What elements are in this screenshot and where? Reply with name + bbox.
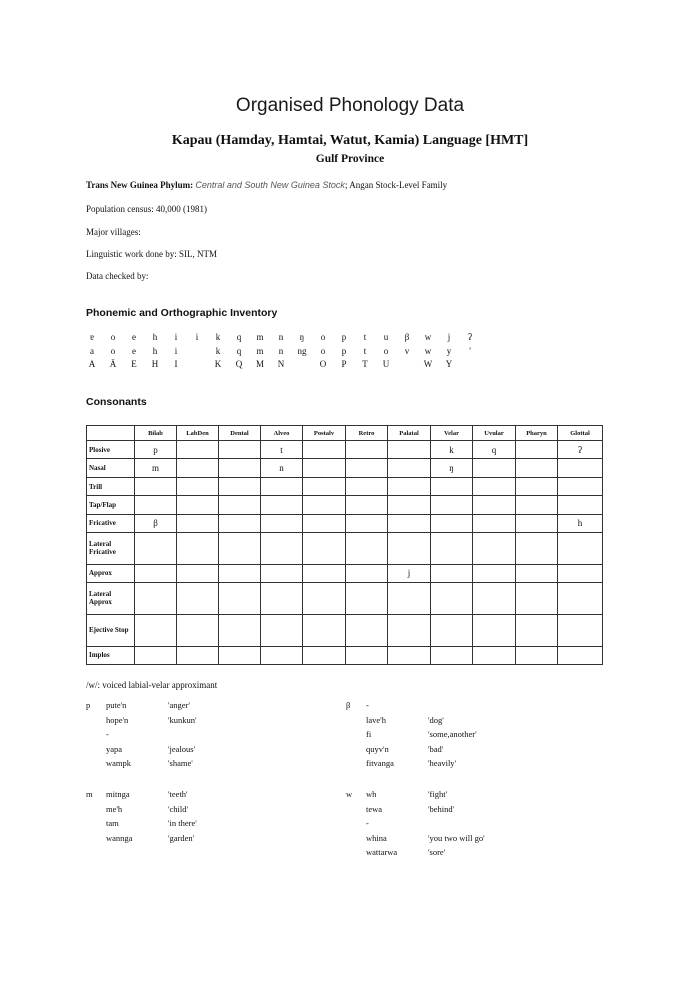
phoneme-cell bbox=[388, 533, 431, 565]
phoneme-cell: t bbox=[261, 441, 303, 459]
column-header: Glottal bbox=[558, 426, 603, 441]
phoneme-cell bbox=[177, 614, 219, 646]
inventory-symbol: o bbox=[320, 332, 326, 342]
example-word: pute'n bbox=[106, 700, 127, 710]
phoneme-cell bbox=[388, 459, 431, 477]
example-gloss: 'heavily' bbox=[428, 758, 457, 768]
phoneme-cell bbox=[473, 496, 516, 514]
inventory-symbol: ɐ bbox=[90, 332, 94, 342]
phoneme-cell bbox=[346, 564, 388, 582]
phoneme-cell bbox=[219, 583, 261, 615]
inventory-symbol: ' bbox=[469, 346, 471, 356]
inventory-symbol: v bbox=[404, 346, 410, 356]
phoneme-cell bbox=[388, 496, 431, 514]
column-header: Pharyn bbox=[516, 426, 558, 441]
inventory-heading: Phonemic and Orthographic Inventory bbox=[86, 307, 278, 319]
example-gloss: 'in there' bbox=[168, 818, 197, 828]
province-heading: Gulf Province bbox=[315, 153, 385, 165]
example-word: quyv'n bbox=[366, 743, 389, 754]
phoneme-cell bbox=[346, 496, 388, 514]
consonant-table bbox=[86, 425, 603, 665]
phoneme-cell bbox=[261, 514, 303, 532]
consonants-heading: Consonants bbox=[86, 396, 147, 408]
phoneme-cell bbox=[431, 514, 473, 532]
phoneme-cell bbox=[516, 477, 558, 495]
phoneme-cell bbox=[135, 564, 177, 582]
phoneme-cell bbox=[346, 459, 388, 477]
example-gloss: 'kunkun' bbox=[168, 714, 197, 725]
phoneme-cell: m bbox=[135, 459, 177, 477]
phoneme-cell bbox=[473, 477, 516, 495]
example-block-p bbox=[86, 700, 336, 780]
inventory-symbol: β bbox=[404, 332, 410, 342]
example-gloss: 'child' bbox=[168, 803, 189, 814]
phoneme-cell bbox=[177, 564, 219, 582]
phoneme-cell bbox=[177, 441, 219, 459]
example-gloss: 'garden' bbox=[168, 832, 195, 843]
table-row bbox=[87, 477, 603, 495]
example-word: hope'n bbox=[106, 714, 129, 725]
phoneme-cell bbox=[473, 614, 516, 646]
table-corner bbox=[87, 426, 135, 441]
row-label: Plosive bbox=[87, 441, 135, 459]
inventory-symbol: A bbox=[88, 359, 96, 369]
phoneme-cell bbox=[388, 646, 431, 664]
inventory-symbol: Ä bbox=[109, 359, 117, 369]
phoneme-cell bbox=[431, 583, 473, 615]
phoneme-cell bbox=[516, 614, 558, 646]
inventory-symbol: ŋ bbox=[299, 332, 305, 342]
example-row bbox=[366, 833, 576, 847]
example-word: mitnga bbox=[106, 789, 130, 799]
phoneme-cell bbox=[516, 441, 558, 459]
example-word: fitvanga bbox=[366, 758, 394, 768]
phoneme-cell bbox=[431, 477, 473, 495]
example-word: me'h bbox=[106, 803, 123, 814]
example-phoneme: β bbox=[346, 700, 351, 710]
phoneme-cell bbox=[346, 441, 388, 459]
row-label: Lateral Fricative bbox=[87, 533, 135, 565]
phoneme-cell bbox=[516, 564, 558, 582]
phoneme-cell bbox=[303, 583, 346, 615]
example-block-m bbox=[86, 789, 336, 859]
example-gloss: 'some,another' bbox=[428, 729, 477, 739]
column-header: Dental bbox=[219, 426, 261, 441]
phoneme-cell bbox=[346, 646, 388, 664]
phoneme-cell bbox=[516, 514, 558, 532]
example-row bbox=[106, 818, 316, 832]
example-gloss: 'you two will go' bbox=[428, 832, 485, 843]
column-header: Uvular bbox=[473, 426, 516, 441]
example-row bbox=[366, 729, 576, 743]
example-row bbox=[106, 729, 316, 743]
inventory-symbol: I bbox=[174, 359, 178, 369]
phoneme-cell bbox=[219, 441, 261, 459]
phoneme-cell bbox=[219, 514, 261, 532]
phoneme-cell bbox=[303, 441, 346, 459]
phoneme-cell bbox=[135, 646, 177, 664]
inventory-symbol: i bbox=[174, 346, 178, 356]
population-line: Population census: 40,000 (1981) bbox=[86, 204, 207, 214]
row-label: Tap/Flap bbox=[87, 496, 135, 514]
inventory-symbol: u bbox=[383, 332, 389, 342]
phoneme-cell bbox=[431, 496, 473, 514]
phoneme-cell bbox=[473, 646, 516, 664]
inventory-symbol: h bbox=[152, 332, 158, 342]
phoneme-cell: h bbox=[558, 514, 603, 532]
phoneme-cell bbox=[303, 564, 346, 582]
language-heading: Kapau (Hamday, Hamtai, Watut, Kamia) Language [HMT] bbox=[171, 133, 529, 148]
inventory-symbol: j bbox=[447, 332, 451, 342]
phoneme-cell: β bbox=[135, 514, 177, 532]
phoneme-cell bbox=[346, 533, 388, 565]
phoneme-cell bbox=[219, 646, 261, 664]
phoneme-cell bbox=[177, 514, 219, 532]
inventory-symbol: t bbox=[363, 346, 367, 356]
phoneme-cell bbox=[261, 533, 303, 565]
inventory-symbol: m bbox=[256, 346, 264, 356]
inventory-symbol: w bbox=[424, 346, 432, 356]
phoneme-cell bbox=[261, 614, 303, 646]
inventory-symbol: w bbox=[424, 332, 432, 342]
inventory-symbol: m bbox=[256, 332, 264, 342]
inventory-symbol: i bbox=[195, 332, 199, 342]
example-gloss: 'dog' bbox=[428, 714, 444, 725]
inventory-symbol: q bbox=[236, 332, 242, 342]
inventory-symbol: p bbox=[341, 346, 347, 356]
table-row bbox=[87, 496, 603, 514]
inventory-symbol: k bbox=[215, 346, 221, 356]
phoneme-cell bbox=[177, 533, 219, 565]
example-row bbox=[366, 700, 576, 714]
example-gloss: 'bad' bbox=[428, 743, 444, 754]
example-row bbox=[106, 789, 316, 803]
example-word: wh bbox=[366, 789, 377, 799]
example-word: - bbox=[106, 729, 109, 739]
example-word: tewa bbox=[366, 803, 383, 814]
example-word: wattarwa bbox=[366, 847, 398, 857]
phoneme-cell bbox=[516, 646, 558, 664]
inventory-symbol: ng bbox=[297, 346, 307, 356]
consonant-note: /w/: voiced labial-velar approximant bbox=[86, 680, 218, 690]
phoneme-cell bbox=[388, 477, 431, 495]
phoneme-cell bbox=[303, 533, 346, 565]
villages-line: Major villages: bbox=[86, 227, 141, 237]
phoneme-cell bbox=[558, 583, 603, 615]
phoneme-cell bbox=[431, 533, 473, 565]
page-title: Organised Phonology Data bbox=[235, 95, 465, 116]
example-row bbox=[366, 715, 576, 729]
inventory-symbol: q bbox=[236, 346, 242, 356]
example-row bbox=[106, 744, 316, 758]
table-row bbox=[87, 533, 603, 565]
phoneme-cell bbox=[473, 583, 516, 615]
phoneme-cell: n bbox=[261, 459, 303, 477]
column-header: Palatal bbox=[388, 426, 431, 441]
phoneme-cell bbox=[431, 564, 473, 582]
inventory-symbol: ʔ bbox=[468, 332, 472, 342]
example-word: - bbox=[366, 700, 369, 710]
phoneme-cell bbox=[219, 564, 261, 582]
phoneme-cell bbox=[516, 583, 558, 615]
phoneme-cell bbox=[261, 477, 303, 495]
example-gloss: 'behind' bbox=[428, 803, 455, 814]
phoneme-cell bbox=[388, 514, 431, 532]
phylum-label: Trans New Guinea Phylum bbox=[86, 180, 191, 190]
example-phoneme: w bbox=[346, 789, 353, 799]
phoneme-cell bbox=[303, 646, 346, 664]
example-row bbox=[366, 818, 576, 832]
family-value: Angan Stock-Level Family bbox=[349, 180, 448, 190]
phoneme-cell bbox=[177, 646, 219, 664]
example-row bbox=[366, 758, 576, 772]
linguistic-work-line: Linguistic work done by: SIL, NTM bbox=[86, 249, 217, 259]
phoneme-cell bbox=[303, 514, 346, 532]
phoneme-cell bbox=[261, 646, 303, 664]
phoneme-cell: p bbox=[135, 441, 177, 459]
phoneme-cell bbox=[261, 496, 303, 514]
phoneme-cell bbox=[473, 564, 516, 582]
example-phoneme: p bbox=[86, 700, 91, 710]
example-gloss: 'anger' bbox=[168, 700, 190, 710]
phoneme-cell bbox=[135, 496, 177, 514]
example-word: - bbox=[366, 818, 369, 828]
inventory-symbol: P bbox=[341, 359, 347, 369]
phoneme-cell bbox=[558, 496, 603, 514]
table-row bbox=[87, 514, 603, 532]
inventory-symbol: n bbox=[278, 346, 284, 356]
phoneme-cell bbox=[219, 477, 261, 495]
inventory-symbol: H bbox=[151, 359, 159, 369]
table-row bbox=[87, 583, 603, 615]
phoneme-cell bbox=[516, 533, 558, 565]
phoneme-cell bbox=[219, 533, 261, 565]
phoneme-cell bbox=[135, 533, 177, 565]
example-gloss: 'shame' bbox=[168, 758, 193, 768]
example-row bbox=[366, 744, 576, 758]
phoneme-cell bbox=[261, 564, 303, 582]
phoneme-cell bbox=[135, 477, 177, 495]
inventory-symbol: t bbox=[363, 332, 367, 342]
inventory-symbol: M bbox=[255, 359, 264, 369]
table-row bbox=[87, 441, 603, 459]
inventory-symbol: e bbox=[132, 346, 136, 356]
table-row bbox=[87, 564, 603, 582]
phoneme-cell bbox=[303, 614, 346, 646]
example-row bbox=[366, 789, 576, 803]
phoneme-cell bbox=[346, 583, 388, 615]
phylum-value: Central and South New Guinea Stock bbox=[195, 180, 345, 190]
column-header: Postalv bbox=[303, 426, 346, 441]
inventory-symbol: Y bbox=[445, 359, 453, 369]
inventory-symbol: o bbox=[110, 332, 116, 342]
example-gloss: 'teeth' bbox=[168, 789, 188, 799]
column-header: Retro bbox=[346, 426, 388, 441]
phoneme-cell bbox=[135, 583, 177, 615]
inventory-symbol: n bbox=[278, 332, 284, 342]
table-row bbox=[87, 459, 603, 477]
phoneme-cell bbox=[346, 477, 388, 495]
phoneme-cell bbox=[177, 496, 219, 514]
phoneme-cell bbox=[558, 646, 603, 664]
phoneme-cell bbox=[558, 459, 603, 477]
inventory-symbol: o bbox=[320, 346, 326, 356]
phoneme-cell bbox=[388, 614, 431, 646]
phoneme-cell bbox=[346, 614, 388, 646]
example-word: tam bbox=[106, 818, 119, 828]
phylum-line: Trans New Guinea Phylum: Central and South New Guinea Stock; Angan Stock-Level Family bbox=[86, 180, 448, 190]
row-label: Approx bbox=[87, 564, 135, 582]
phoneme-cell bbox=[177, 477, 219, 495]
inventory-symbol: K bbox=[214, 359, 222, 369]
phoneme-cell bbox=[177, 583, 219, 615]
phoneme-cell bbox=[219, 496, 261, 514]
example-gloss: 'jealous' bbox=[168, 743, 196, 754]
row-label: Trill bbox=[87, 477, 135, 495]
phoneme-cell bbox=[473, 459, 516, 477]
inventory-symbol: O bbox=[319, 359, 327, 369]
inventory-symbol: a bbox=[90, 346, 94, 356]
example-row bbox=[106, 833, 316, 847]
phoneme-cell bbox=[388, 441, 431, 459]
phoneme-cell: q bbox=[473, 441, 516, 459]
phoneme-cell bbox=[261, 583, 303, 615]
phoneme-cell bbox=[558, 533, 603, 565]
example-row bbox=[366, 847, 576, 861]
phoneme-cell bbox=[473, 514, 516, 532]
phoneme-cell: ʔ bbox=[558, 441, 603, 459]
phoneme-cell bbox=[516, 496, 558, 514]
example-block-w bbox=[346, 789, 596, 869]
phoneme-cell bbox=[558, 477, 603, 495]
table-row bbox=[87, 646, 603, 664]
example-row bbox=[106, 700, 316, 714]
inventory-symbol: U bbox=[382, 359, 390, 369]
row-label: Fricative bbox=[87, 514, 135, 532]
example-word: fi bbox=[366, 729, 372, 739]
phoneme-cell bbox=[346, 514, 388, 532]
example-word: wannga bbox=[106, 832, 133, 843]
phoneme-cell: j bbox=[388, 564, 431, 582]
phoneme-cell bbox=[558, 614, 603, 646]
row-label: Nasal bbox=[87, 459, 135, 477]
phoneme-cell bbox=[388, 583, 431, 615]
example-word: wampk bbox=[106, 758, 132, 768]
phoneme-cell: ŋ bbox=[431, 459, 473, 477]
column-header: Bilab bbox=[135, 426, 177, 441]
row-label: Lateral Approx bbox=[87, 583, 135, 615]
phoneme-cell bbox=[177, 459, 219, 477]
phoneme-cell bbox=[219, 459, 261, 477]
phoneme-cell bbox=[431, 614, 473, 646]
example-word: yapa bbox=[106, 743, 123, 754]
inventory-symbol: E bbox=[131, 359, 137, 369]
inventory-symbol: T bbox=[362, 359, 368, 369]
row-label: Implos bbox=[87, 646, 135, 664]
example-row bbox=[366, 804, 576, 818]
column-header: Alveo bbox=[261, 426, 303, 441]
example-row bbox=[106, 758, 316, 772]
phoneme-cell bbox=[473, 533, 516, 565]
example-row bbox=[106, 804, 316, 818]
phoneme-cell bbox=[431, 646, 473, 664]
data-checked-line: Data checked by: bbox=[86, 271, 149, 281]
row-label: Ejective Stop bbox=[87, 614, 135, 646]
example-gloss: 'fight' bbox=[428, 789, 448, 799]
inventory-symbol: N bbox=[277, 359, 285, 369]
phoneme-cell bbox=[516, 459, 558, 477]
inventory-symbol: h bbox=[152, 346, 158, 356]
example-word: lave'h bbox=[366, 714, 386, 725]
inventory-symbol: W bbox=[423, 359, 433, 369]
phoneme-cell: k bbox=[431, 441, 473, 459]
phoneme-cell bbox=[558, 564, 603, 582]
example-phoneme: m bbox=[86, 789, 93, 799]
phoneme-cell bbox=[303, 496, 346, 514]
inventory-symbol: i bbox=[174, 332, 178, 342]
phoneme-cell bbox=[303, 459, 346, 477]
phoneme-cell bbox=[303, 477, 346, 495]
phoneme-cell bbox=[135, 614, 177, 646]
phoneme-cell bbox=[219, 614, 261, 646]
inventory-symbol: e bbox=[132, 332, 136, 342]
inventory-symbol: Q bbox=[235, 359, 243, 369]
column-header: Velar bbox=[431, 426, 473, 441]
inventory-symbol: k bbox=[215, 332, 221, 342]
column-header: LabDen bbox=[177, 426, 219, 441]
inventory-symbol: y bbox=[446, 346, 452, 356]
example-row bbox=[106, 715, 316, 729]
example-word: whina bbox=[366, 832, 387, 843]
table-row bbox=[87, 614, 603, 646]
inventory-symbol: p bbox=[341, 332, 347, 342]
example-gloss: 'sore' bbox=[428, 847, 446, 857]
inventory-symbol: o bbox=[110, 346, 116, 356]
example-block-beta bbox=[346, 700, 596, 780]
inventory-symbol: o bbox=[383, 346, 389, 356]
